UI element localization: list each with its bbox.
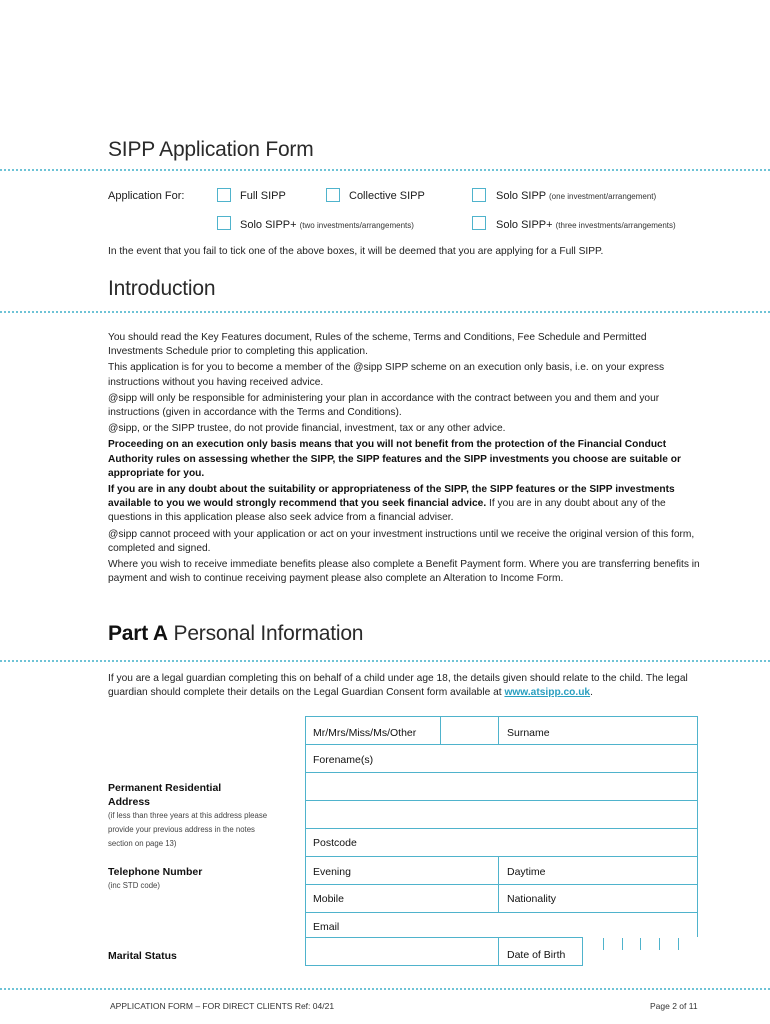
- telephone-note: (inc STD code): [108, 881, 160, 890]
- dob-divider: [678, 938, 679, 950]
- dob-divider: [640, 938, 641, 950]
- intro-paragraph: @sipp cannot proceed with your application or act on your investment instructions until we receive the original version of this form, completed and signed.: [108, 528, 695, 554]
- dob-divider: [659, 938, 660, 950]
- full-sipp-checkbox[interactable]: [217, 188, 231, 202]
- website-link[interactable]: www.atsipp.co.uk: [504, 687, 591, 699]
- intro-paragraph: @sipp will only be responsible for administering your plan in accordance with the contract between you and them and your instructions (given in accordance with the Terms and Conditions).: [108, 392, 660, 419]
- title-field-label: Mr/Mrs/Miss/Ms/Other: [313, 727, 417, 739]
- solo-sipp-plus-three-label: Solo SIPP+ (three investments/arrangements): [496, 219, 676, 231]
- intro-paragraph: Where you wish to receive immediate benefits please also complete a Benefit Payment form. Where you are transferring benefits in payment and wish to continue receiving payment please also complete an Alteration to Income Form.: [108, 559, 700, 585]
- solo-sipp-plus-two-checkbox[interactable]: [217, 216, 231, 230]
- address-line-2[interactable]: [305, 800, 698, 829]
- intro-paragraph: You should read the Key Features document, Rules of the scheme, Terms and Conditions, Fee Schedule and Permitted Investments Schedule prior to completing this application.: [108, 332, 647, 358]
- email-field[interactable]: [305, 912, 698, 938]
- dob-divider: [622, 938, 623, 950]
- mobile-label: Mobile: [313, 893, 344, 905]
- dob-label: Date of Birth: [507, 949, 566, 961]
- marital-status-field[interactable]: [305, 937, 499, 966]
- full-sipp-label: Full SIPP: [240, 190, 286, 202]
- dob-divider: [603, 938, 604, 950]
- solo-sipp-plus-three-checkbox[interactable]: [472, 216, 486, 230]
- divider: [0, 988, 770, 990]
- daytime-label: Daytime: [507, 866, 546, 878]
- email-label: Email: [313, 921, 340, 933]
- address-label: Permanent Residential Address: [108, 782, 222, 808]
- application-for-label: Application For:: [108, 190, 185, 202]
- intro-paragraph: @sipp, or the SIPP trustee, do not provide financial, investment, tax or any other advice.: [108, 423, 506, 435]
- divider: [0, 660, 770, 662]
- solo-sipp-label: Solo SIPP (one investment/arrangement): [496, 190, 657, 202]
- solo-sipp-plus-two-label: Solo SIPP+ (two investments/arrangements): [240, 219, 414, 231]
- evening-label: Evening: [313, 866, 351, 878]
- collective-sipp-label: Collective SIPP: [349, 190, 425, 202]
- solo-sipp-checkbox[interactable]: [472, 188, 486, 202]
- intro-paragraph: This application is for you to become a member of the @sipp SIPP scheme on an execution only basis, i.e. on your express instructions without you having received advice.: [108, 362, 665, 388]
- surname-label: Surname: [507, 727, 550, 739]
- address-line-1[interactable]: [305, 772, 698, 801]
- forenames-label: Forename(s): [313, 754, 374, 766]
- marital-status-label: Marital Status: [108, 950, 177, 962]
- divider: [0, 169, 770, 171]
- intro-paragraph-bold: Proceeding on an execution only basis means that you will not benefit from the protection of the Financial Conduct Authority rules on assessing whether the SIPP, the SIPP features and the SIPP investments you choose are suitable or appropriate for you.: [108, 439, 681, 479]
- postcode-label: Postcode: [313, 837, 357, 849]
- telephone-label: Telephone Number: [108, 866, 203, 878]
- part-a-title: Part A Personal Information: [108, 622, 364, 645]
- postcode-field[interactable]: [305, 828, 698, 857]
- collective-sipp-checkbox[interactable]: [326, 188, 340, 202]
- introduction-text: [108, 331, 700, 588]
- introduction-title: Introduction: [108, 277, 216, 300]
- nationality-label: Nationality: [507, 893, 557, 905]
- page-number: Page 2 of 11: [650, 1001, 698, 1011]
- title-field-input[interactable]: [440, 716, 499, 745]
- part-a-intro: If you are a legal guardian completing this on behalf of a child under age 18, the details given should relate to the child. The legal guardian should complete their details on the Legal Guardian Consent form available at www.atsipp.co.uk.: [108, 673, 688, 699]
- footer-reference: APPLICATION FORM – FOR DIRECT CLIENTS Ref: 04/21: [110, 1001, 335, 1011]
- default-selection-note: In the event that you fail to tick one of the above boxes, it will be deemed that you are applying for a Full SIPP.: [108, 246, 604, 257]
- divider: [0, 311, 770, 313]
- intro-paragraph: If you are in any doubt about the suitability or appropriateness of the SIPP, the SIPP features or the SIPP investments available to you we would strongly recommend that you seek financial advice. If you are in any doubt about any of the questions in this application please also seek advice from a financial adviser.: [108, 484, 675, 524]
- address-note: (if less than three years at this address please provide your previous address in the notes section on page 13): [108, 811, 268, 848]
- page-title: SIPP Application Form: [108, 138, 314, 161]
